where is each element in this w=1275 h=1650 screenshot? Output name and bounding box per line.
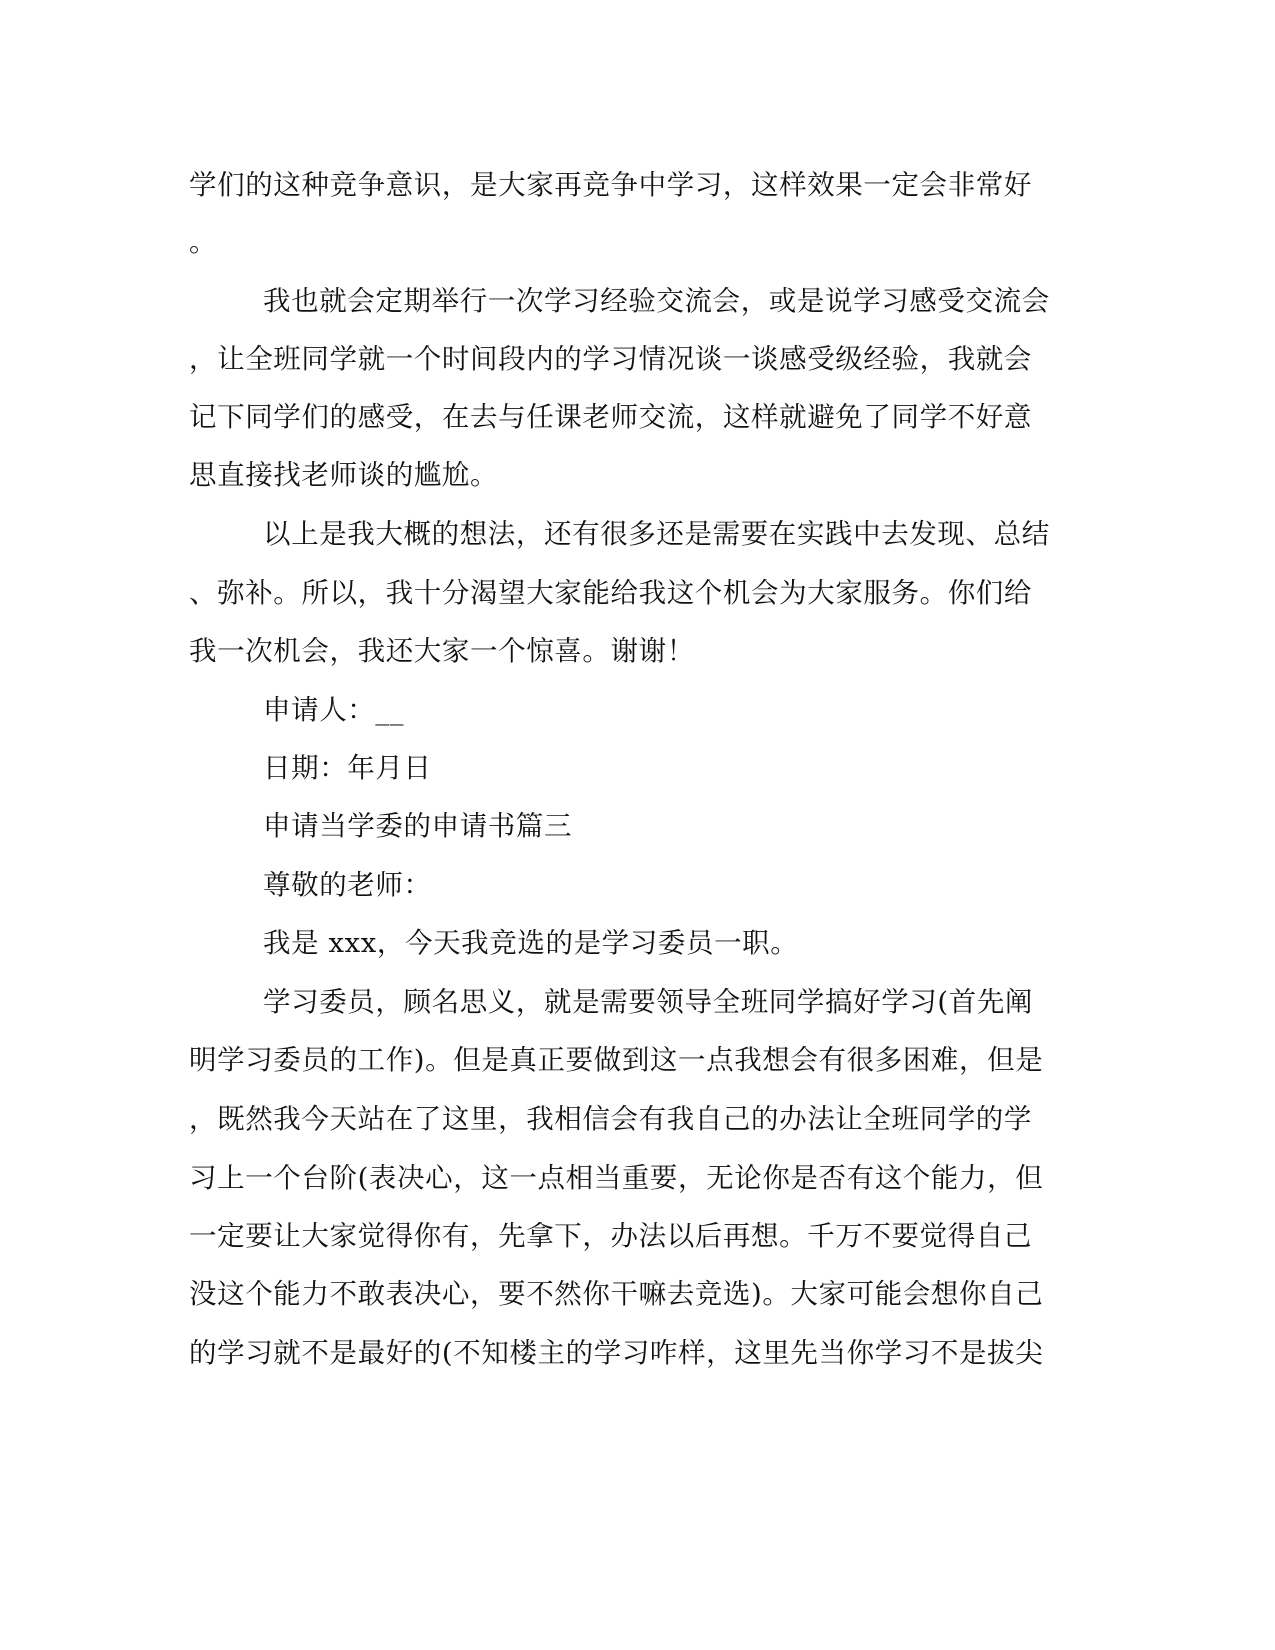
- section-heading: 申请当学委的申请书篇三: [263, 810, 573, 842]
- text-line: 一定要让大家觉得你有，先拿下，办法以后再想。千万不要觉得自己: [189, 1220, 1032, 1252]
- paragraph-start-line: 我也就会定期举行一次学习经验交流会，或是说学习感受交流会: [263, 285, 1050, 317]
- text-line: 学们的这种竞争意识，是大家再竞争中学习，这样效果一定会非常好: [189, 169, 1032, 201]
- applicant-line: 申请人：__: [263, 694, 405, 726]
- text-line: 没这个能力不敢表决心，要不然你干嘛去竞选)。大家可能会想你自己: [189, 1278, 1044, 1310]
- text-line: ，让全班同学就一个时间段内的学习情况谈一谈感受级经验，我就会: [189, 343, 1032, 375]
- text-line: 明学习委员的工作)。但是真正要做到这一点我想会有很多困难，但是: [189, 1044, 1044, 1076]
- text-line: 的学习就不是最好的(不知楼主的学习咋样，这里先当你学习不是拔尖: [189, 1337, 1044, 1369]
- text-line: 我一次机会，我还大家一个惊喜。谢谢！: [189, 635, 695, 667]
- text-line: 思直接找老师谈的尴尬。: [189, 459, 499, 491]
- text-line: ，既然我今天站在了这里，我相信会有我自己的办法让全班同学的学: [189, 1103, 1032, 1135]
- text-line: 记下同学们的感受，在去与任课老师交流，这样就避免了同学不好意: [189, 401, 1032, 433]
- paragraph-start-line: 我是 xxx，今天我竞选的是学习委员一职。: [263, 927, 799, 959]
- salutation: 尊敬的老师：: [263, 869, 432, 901]
- text-line: 习上一个台阶(表决心，这一点相当重要，无论你是否有这个能力，但: [189, 1162, 1044, 1194]
- paragraph-start-line: 以上是我大概的想法，还有很多还是需要在实践中去发现、总结: [263, 518, 1050, 550]
- paragraph-start-line: 学习委员，顾名思义，就是需要领导全班同学搞好学习(首先阐: [263, 986, 1034, 1018]
- text-line: 、弥补。所以，我十分渴望大家能给我这个机会为大家服务。你们给: [189, 577, 1032, 609]
- text-line: 。: [189, 226, 218, 258]
- date-line: 日期：年月日: [263, 752, 432, 784]
